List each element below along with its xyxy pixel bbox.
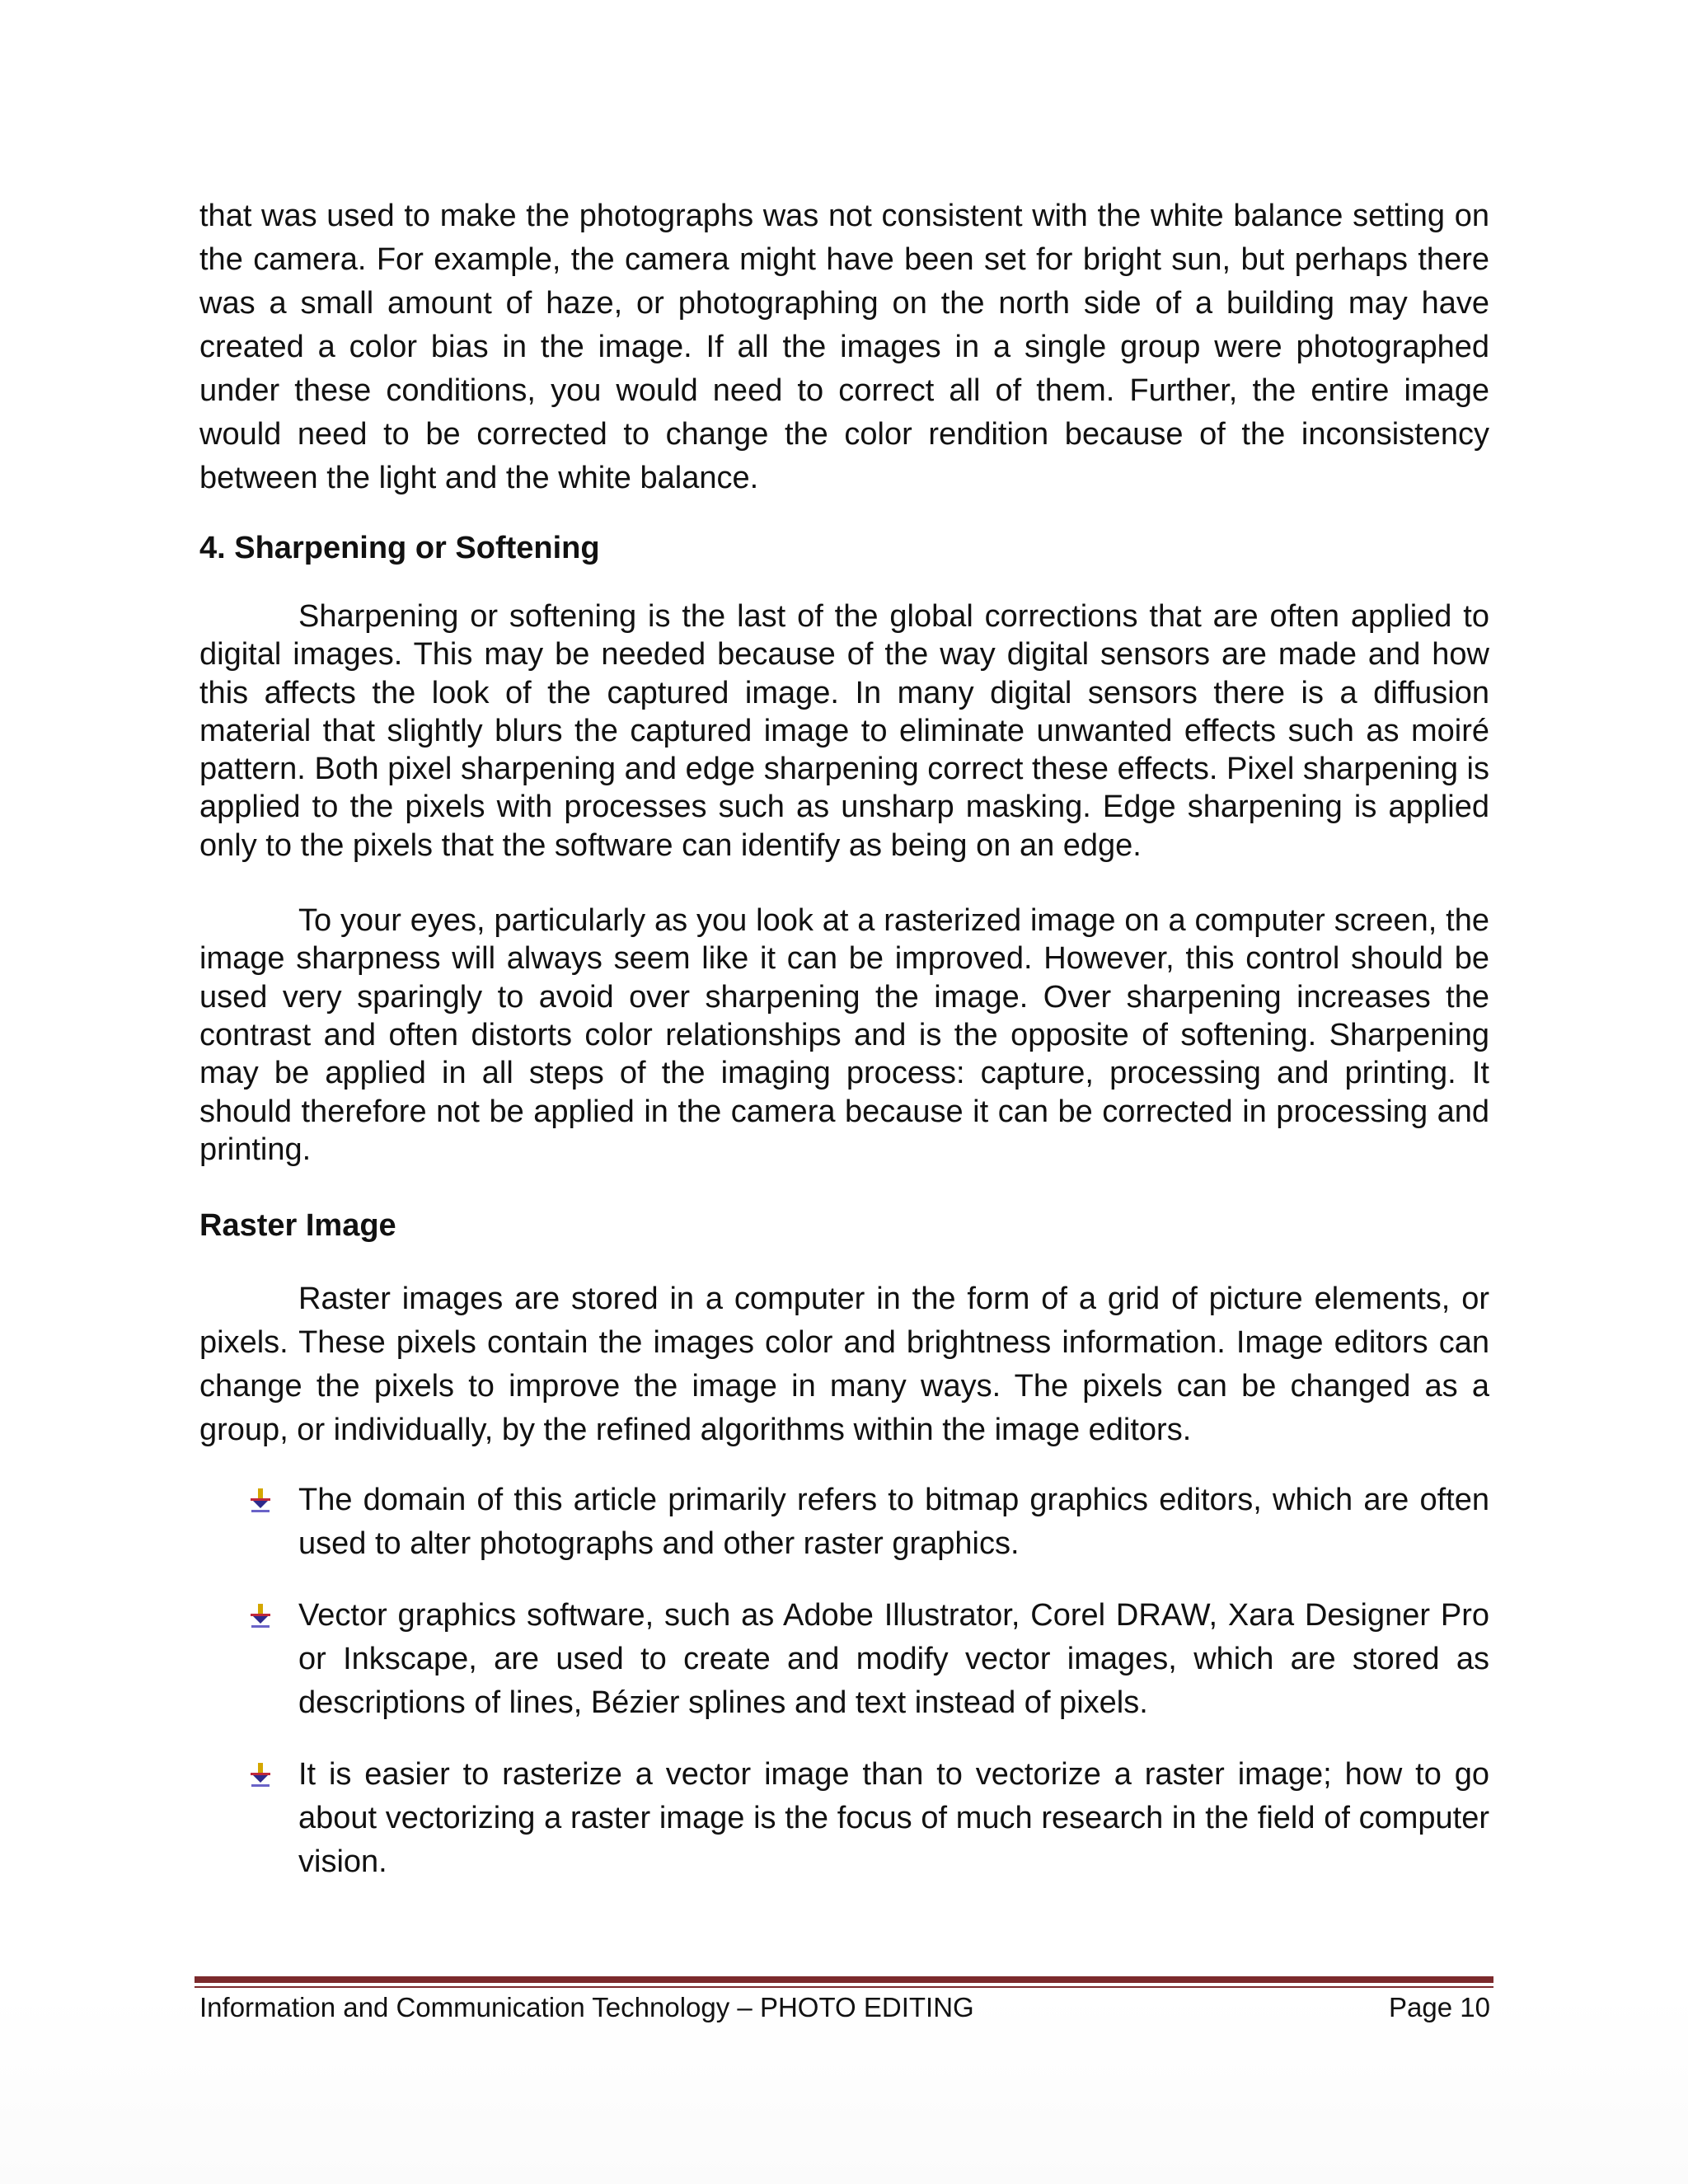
body-paragraph-raster-intro: Raster images are stored in a computer in the form of a grid of picture elements, or pixels. These pixels contain the images color and brightness information. Image editors can change the pixels to improve the image in many ways. The pixels can be changed as a group, or individually, by the refined algorithms within the image editors. (199, 1282, 1489, 1448)
section-heading-sharpening: 4. Sharpening or Softening (199, 531, 600, 565)
footer-title: Information and Communication Technology – PHOTO EDITING (199, 1992, 974, 2022)
list-item (199, 1594, 1489, 1725)
footer-rule-thick (195, 1976, 1493, 1983)
body-paragraph-sharpening-intro: Sharpening or softening is the last of the global corrections that are often applied to digital images. This may be needed because of the way digital sensors are made and how this affects the look of the captured image. In many digital sensors there is a diffusion material that slightly blurs the captured image to eliminate unwanted effects such as moiré pattern. Both pixel sharpening and edge sharpening correct these effects. Pixel sharpening is applied to the pixels with processes such as unsharp masking. Edge sharpening is applied only to the pixels that the software can identify as being on an edge. (199, 599, 1489, 863)
body-paragraph-white-balance: that was used to make the photographs was not consistent with the white balance setting on the camera. For example, the camera might have been set for bright sun, but perhaps there was a small amount of haze, or photographing on the north side of a building may have created a color bias in the image. If all the images in a single group were photographed under these conditions, you would need to correct all of them. Further, the entire image would need to be corrected to change the color rendition because of the inconsistency between the light and the white balance. (199, 199, 1489, 495)
body-paragraph-sharpening-detail: To your eyes, particularly as you look at a rasterized image on a computer screen, the image sharpness will always seem like it can be improved. However, this control should be used very sparingly to avoid over sharpening the image. Over sharpening increases the contrast and often distorts color relationships and is the opposite of softening. Sharpening may be applied in all steps of the imaging process: capture, processing and printing. It should therefore not be applied in the camera because it can be corrected in processing and printing. (199, 903, 1489, 1167)
down-arrow-bullet-icon (249, 1763, 272, 1788)
bullet-list (199, 1479, 1489, 1884)
footer-page-number: Page 10 (1389, 1992, 1490, 2022)
bullet-text: Vector graphics software, such as Adobe Illustrator, Corel DRAW, Xara Designer Pro or Inkscape, are used to create and modify vector images, which are stored as descriptions of lines, Bézier splines and text instead of pixels. (298, 1598, 1489, 1721)
down-arrow-bullet-icon (249, 1604, 272, 1629)
section-heading-raster-image: Raster Image (199, 1208, 396, 1244)
footer-rule-thin (195, 1986, 1493, 1988)
list-item (199, 1753, 1489, 1884)
bullet-text: It is easier to rasterize a vector image than to vectorize a raster image; how to go about vectorizing a raster image is the focus of much research in the field of computer vision. (298, 1757, 1489, 1880)
page-content (199, 194, 1489, 1912)
bullet-text: The domain of this article primarily refers to bitmap graphics editors, which are often used to alter photographs and other raster graphics. (298, 1483, 1489, 1562)
down-arrow-bullet-icon (249, 1488, 272, 1513)
list-item (199, 1479, 1489, 1566)
